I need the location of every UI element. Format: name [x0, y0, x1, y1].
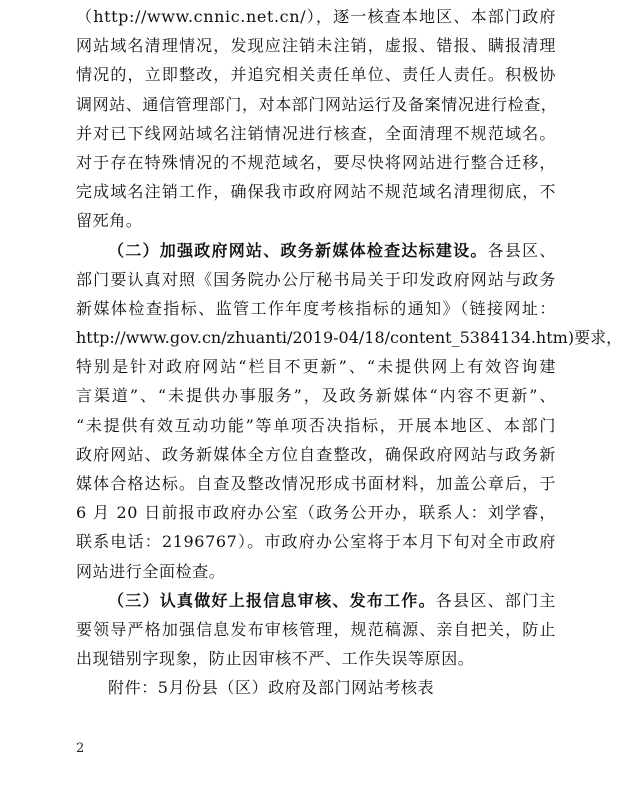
- text-line: 言渠道”、“未提供办事服务”，及政务新媒体“内容不更新”、: [76, 386, 556, 406]
- text-line: 媒体合格达标。自查及整改情况形成书面材料，加盖公章后，于: [76, 474, 556, 493]
- text-line: 留死角。: [76, 211, 143, 231]
- text-line: 网站进行全面检查。: [76, 561, 226, 581]
- text-line: 特别是针对政府网站“栏目不更新”、“未提供网上有效咨询建: [76, 357, 556, 377]
- body-text: [76, 2, 622, 703]
- text-line: 新媒体检查指标、监管工作年度考核指标的通知》（链接网址：: [76, 298, 556, 318]
- text-line: 并对已下线网站域名注销情况进行核查，全面清理不规范域名。: [76, 123, 556, 143]
- section-2-first-line: [76, 236, 556, 265]
- text-line: 调网站、通信管理部门，对本部门网站运行及备案情况进行检查，: [76, 94, 558, 114]
- text-line: 网站域名清理情况，发现应注销未注销，虚报、错报、瞒报清理: [76, 36, 556, 56]
- text-line: 出现错别字现象，防止因审核不严、工作失误等原因。: [76, 649, 475, 669]
- page-number: 2: [76, 741, 85, 756]
- text-line: 6 月 20 日前报市政府办公室（政务公开办，联系人：刘学睿，: [76, 503, 556, 523]
- text-line: （http://www.cnnic.net.cn/），逐一核查本地区、本部门政府: [76, 7, 556, 26]
- text-line: 联系电话：2196767）。市政府办公室将于本月下旬对全市政府: [76, 532, 556, 552]
- section-3-heading-rest: 各县区、部门主: [435, 590, 556, 610]
- section-2-heading-rest: 各县区、: [487, 240, 556, 260]
- section-3-first-line: [76, 586, 556, 615]
- text-line: 部门要认真对照《国务院办公厅秘书局关于印发政府网站与政务: [76, 269, 556, 289]
- attachment-line: 附件：5月份县（区）政府及部门网站考核表: [108, 678, 435, 698]
- text-line: 政府网站、政务新媒体全方位自查整改，确保政府网站与政务新: [76, 444, 556, 464]
- url-line: http://www.gov.cn/zhuanti/2019-04/18/content_5384134.htm)要求，: [76, 328, 622, 348]
- text-line: 情况的，立即整改，并追究相关责任单位、责任人责任。积极协: [76, 65, 556, 85]
- section-3-heading: （三）认真做好上报信息审核、发布工作。: [108, 590, 436, 610]
- text-line: 对于存在特殊情况的不规范域名，要尽快将网站进行整合迁移，: [76, 152, 556, 172]
- text-line: 完成域名注销工作，确保我市政府网站不规范域名清理彻底，不: [76, 182, 556, 202]
- text-line: “未提供有效互动功能”等单项否决指标，开展本地区、本部门: [76, 415, 556, 435]
- section-2-heading: （二）加强政府网站、政务新媒体检查达标建设。: [108, 240, 488, 260]
- text-line: 要领导严格加强信息发布审核管理，规范稿源、亲自把关，防止: [76, 619, 556, 639]
